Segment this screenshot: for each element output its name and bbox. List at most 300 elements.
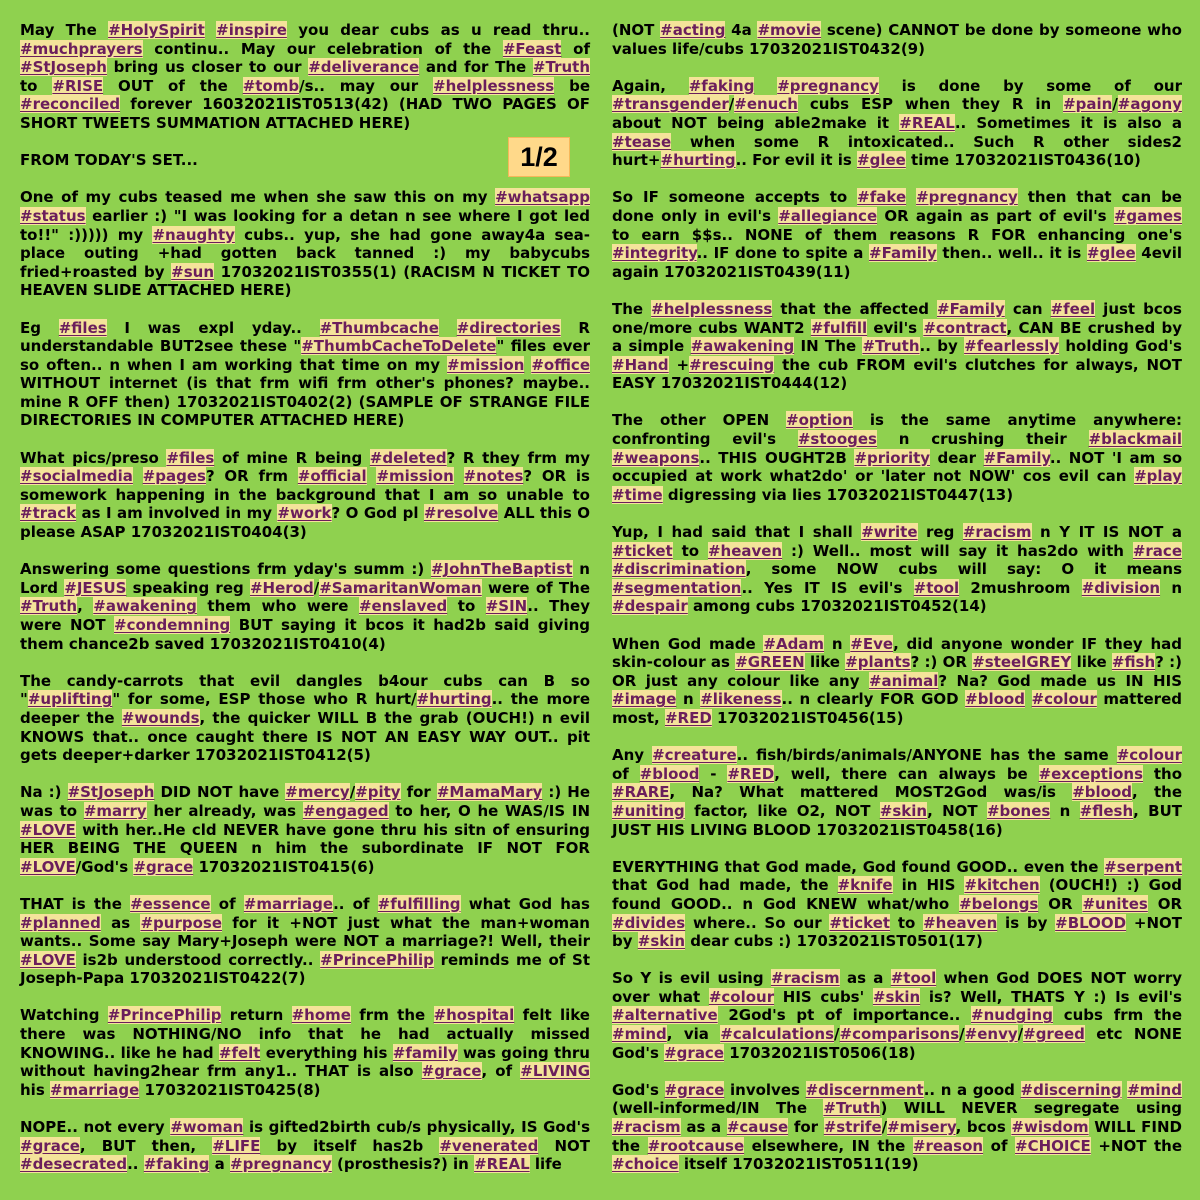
body-text — [205, 21, 216, 39]
hashtag-link[interactable]: #SIN — [485, 597, 528, 616]
body-text: + — [668, 355, 690, 374]
hashtag-link[interactable]: #awakening — [93, 597, 197, 616]
hashtag-link[interactable]: #whatsapp — [495, 188, 590, 207]
hashtag-link[interactable]: #marriage — [243, 894, 334, 913]
hashtag-link[interactable]: #awakening — [690, 337, 795, 356]
body-text: .. NOT 'I am so occupied at work what2do' or 'later not NOW' cos evil can — [612, 448, 1183, 486]
hashtag-link[interactable]: #faking — [143, 1155, 210, 1174]
hashtag-link[interactable]: #weapons — [612, 448, 700, 467]
hashtag-link[interactable]: #LOVE — [20, 857, 76, 876]
hashtag-link[interactable]: #track — [20, 504, 77, 523]
hashtag-link[interactable]: #wisdom — [1011, 1118, 1089, 1137]
hashtag-link[interactable]: #naughty — [152, 225, 235, 244]
hashtag-link[interactable]: #Thumbcache — [319, 318, 439, 337]
hashtag-link[interactable]: #deleted — [369, 448, 447, 467]
body-text: where.. So our — [685, 913, 830, 932]
body-text: bring us closer to our — [106, 58, 309, 77]
hashtag-link[interactable]: #essence — [130, 894, 211, 913]
body-text: (well-informed/IN The — [612, 1099, 824, 1118]
body-text: , well, there can always be — [774, 764, 1039, 783]
hashtag-link[interactable]: #notes — [463, 467, 524, 486]
hashtag-link[interactable]: #Adam — [763, 634, 825, 653]
hashtag-link[interactable]: #Truth — [532, 58, 590, 77]
body-text: HIS cubs' — [774, 987, 873, 1006]
hashtag-link[interactable]: #grace — [20, 1136, 80, 1155]
hashtag-link[interactable]: #venerated — [439, 1136, 539, 1155]
body-text: is? Well, THATS Y :) Is evil's — [920, 987, 1182, 1006]
hashtag-link[interactable]: #knife — [837, 876, 893, 895]
body-text: n Lord — [20, 560, 590, 597]
hashtag-link[interactable]: #PrincePhilip — [107, 1006, 222, 1025]
hashtag-link[interactable]: #uniting — [612, 801, 685, 820]
hashtag-link[interactable]: #enslaved — [358, 597, 448, 616]
hashtag-link[interactable]: #acting — [660, 21, 726, 39]
body-text: just bcos one/more cubs WANT2 — [612, 299, 1182, 337]
body-text: evil's — [867, 318, 924, 337]
body-text: .. They were NOT — [20, 597, 590, 634]
body-text: / — [959, 1025, 965, 1044]
body-text: .. the more deeper the — [20, 690, 590, 727]
body-text — [367, 467, 377, 485]
body-text — [754, 77, 777, 95]
hashtag-link[interactable]: #home — [291, 1006, 351, 1025]
hashtag-link[interactable]: #directories — [456, 318, 561, 337]
hashtag-link[interactable]: #JESUS — [64, 578, 127, 597]
hashtag-link[interactable]: #despair — [612, 597, 688, 616]
hashtag-link[interactable]: #status — [20, 206, 86, 225]
body-text: a — [209, 1155, 231, 1174]
hashtag-link[interactable]: #pages — [142, 467, 206, 486]
body-text: , did anyone wonder IF they had skin-colour as — [612, 634, 1183, 672]
hashtag-link[interactable]: #transgender — [612, 95, 729, 114]
hashtag-link[interactable]: #fake — [857, 188, 907, 207]
hashtag-link[interactable]: #contract — [923, 318, 1007, 337]
hashtag-link[interactable]: #ThumbCacheToDelete — [301, 337, 497, 356]
hashtag-link[interactable]: #Truth — [862, 337, 920, 356]
hashtag-link[interactable]: #uplifting — [27, 690, 113, 709]
hashtag-link[interactable]: #ticket — [612, 541, 673, 560]
body-text: factor, like O2, NOT — [684, 801, 880, 820]
hashtag-link[interactable]: #files — [166, 448, 215, 467]
body-text: of — [983, 1136, 1016, 1155]
body-text: OR — [1147, 894, 1183, 913]
body-text: THAT is the — [20, 894, 131, 913]
hashtag-link[interactable]: #pregnancy — [230, 1155, 332, 1174]
hashtag-link[interactable]: #RED — [727, 764, 775, 783]
body-text: :) Well.. most will say it has2do with — [782, 541, 1133, 560]
hashtag-link[interactable]: #mercy — [285, 783, 350, 802]
hashtag-link[interactable]: #hurting — [660, 151, 736, 170]
body-text: be — [554, 76, 591, 95]
body-text: , Na? What mattered MOST2God was/is — [669, 783, 1073, 802]
tweet-paragraph — [612, 746, 1182, 839]
hashtag-link[interactable]: #marriage — [49, 1080, 140, 1099]
hashtag-link[interactable]: #purpose — [140, 913, 222, 932]
hashtag-link[interactable]: #blood — [639, 764, 700, 783]
tweet-paragraph — [20, 560, 590, 653]
hashtag-link[interactable]: #integrity — [612, 244, 697, 263]
body-text: tho — [1143, 764, 1182, 783]
hashtag-link[interactable]: #discernment — [805, 1080, 924, 1099]
tweet-paragraph — [20, 21, 590, 133]
page-number-badge: 1/2 — [508, 137, 570, 177]
left-column — [20, 21, 590, 1192]
hashtag-link[interactable]: #serpent — [1104, 857, 1182, 876]
hashtag-link[interactable]: #heaven — [707, 541, 783, 560]
hashtag-link[interactable]: #colour — [708, 987, 775, 1006]
tweet-paragraph — [612, 635, 1182, 728]
body-text: for — [788, 1118, 824, 1137]
body-text: , — [77, 597, 94, 616]
hashtag-link[interactable]: #stooges — [797, 430, 877, 449]
hashtag-link[interactable]: #work — [277, 504, 332, 523]
body-text: to — [672, 541, 708, 560]
hashtag-link[interactable]: #time — [612, 485, 663, 504]
body-text: when some R intoxicated.. Such R other sides2 hurt+ — [612, 132, 1182, 170]
body-text: felt like there was NOTHING/NO info that he had actually missed KNOWING.. like he had — [20, 1006, 590, 1062]
hashtag-link[interactable]: #CHOICE — [1015, 1136, 1091, 1155]
body-text: The candy-carrots that evil dangles b4our cubs can B so " — [20, 671, 590, 709]
hashtag-link[interactable]: #MamaMary — [436, 783, 543, 802]
hashtag-link[interactable]: #LOVE — [20, 950, 76, 969]
hashtag-link[interactable]: #heaven — [923, 913, 998, 932]
body-text: .. THIS OUGHT2B — [699, 448, 855, 467]
hashtag-link[interactable]: #JohnTheBaptist — [430, 560, 573, 579]
hashtag-link[interactable]: #Feast — [502, 39, 562, 58]
hashtag-link[interactable]: #priority — [854, 448, 931, 467]
hashtag-link[interactable]: #condemning — [114, 616, 231, 634]
hashtag-link[interactable]: #REAL — [474, 1155, 530, 1174]
hashtag-link[interactable]: #calculations — [720, 1025, 835, 1044]
hashtag-link[interactable]: #Hand — [612, 355, 669, 374]
hashtag-link[interactable]: #woman — [170, 1118, 244, 1137]
hashtag-link[interactable]: #LIVING — [520, 1062, 591, 1081]
hashtag-link[interactable]: #ticket — [829, 913, 891, 932]
hashtag-link[interactable]: #RED — [664, 708, 712, 727]
hashtag-link[interactable]: #mission — [447, 355, 525, 374]
hashtag-link[interactable]: #movie — [757, 21, 822, 39]
hashtag-link[interactable]: #blood — [1072, 783, 1133, 802]
body-text: Eg — [20, 318, 59, 337]
body-text: .. n clearly FOR GOD — [781, 690, 966, 709]
hashtag-link[interactable]: #image — [612, 690, 677, 709]
hashtag-link[interactable]: #division — [1081, 578, 1161, 597]
hashtag-link[interactable]: #comparisons — [839, 1025, 960, 1044]
hashtag-link[interactable]: #exceptions — [1038, 764, 1144, 783]
body-text — [1025, 690, 1032, 708]
hashtag-link[interactable]: #mind — [612, 1025, 667, 1044]
hashtag-link[interactable]: #blood — [965, 690, 1025, 709]
hashtag-link[interactable]: #steelGREY — [972, 653, 1072, 672]
body-text: - — [699, 764, 728, 783]
body-text: as I am involved in my — [76, 504, 278, 523]
tweet-paragraph — [612, 300, 1182, 393]
tweet-paragraph — [20, 151, 590, 170]
hashtag-link[interactable]: #family — [392, 1043, 458, 1062]
hashtag-link[interactable]: #marry — [83, 801, 147, 820]
body-text: OR again as part of evil's — [877, 206, 1114, 225]
body-text: n Y IT IS NOT a — [1031, 523, 1182, 542]
tweet-paragraph — [20, 319, 590, 431]
body-text: 2God's pt of importance.. — [717, 1006, 972, 1025]
body-text: the cub FROM evil's clutches for always, NOT EASY 17032021IST0444(12) — [612, 355, 1182, 393]
hashtag-link[interactable]: #pain — [1063, 95, 1113, 114]
hashtag-link[interactable]: #tease — [612, 132, 672, 151]
body-text: as a — [839, 969, 891, 988]
body-text: reminds me of St Joseph-Papa 17032021IST0422(7) — [20, 950, 590, 988]
hashtag-link[interactable]: #socialmedia — [20, 467, 133, 486]
hashtag-link[interactable]: #Family — [983, 448, 1050, 467]
hashtag-link[interactable]: #flesh — [1079, 801, 1134, 820]
body-text: One of my cubs teased me when she saw this on my — [20, 188, 496, 207]
body-text: .. — [127, 1155, 144, 1174]
body-text: mattered most, — [612, 690, 1182, 727]
hashtag-link[interactable]: #reconciled — [20, 95, 121, 114]
body-text: is the same anytime anywhere: confronting evil's — [612, 411, 1182, 449]
body-text: ? R they frm my — [446, 448, 590, 467]
body-text: like — [1071, 653, 1112, 672]
hashtag-link[interactable]: #skin — [879, 801, 928, 820]
body-text: ? :) OR just any colour like any — [612, 653, 1182, 690]
hashtag-link[interactable]: #segmentation — [612, 578, 742, 597]
hashtag-link[interactable]: #envy — [964, 1025, 1018, 1044]
hashtag-link[interactable]: #GREEN — [735, 653, 805, 672]
hashtag-link[interactable]: #helplessness — [433, 76, 555, 95]
hashtag-link[interactable]: #SamaritanWoman — [319, 578, 482, 597]
hashtag-link[interactable]: #choice — [612, 1155, 679, 1174]
body-text: etc NONE God's — [612, 1025, 1182, 1062]
body-text: DID NOT have — [154, 783, 286, 802]
body-text: then.. well.. it is — [936, 244, 1087, 263]
hashtag-link[interactable]: #mission — [376, 467, 454, 486]
hashtag-link[interactable]: #nudging — [971, 1006, 1053, 1025]
body-text: / — [1017, 1025, 1024, 1044]
hashtag-link[interactable]: #REAL — [899, 113, 955, 132]
hashtag-link[interactable]: #skin — [637, 932, 686, 951]
body-text: .. For evil it is — [735, 151, 858, 170]
hashtag-link[interactable]: #sun — [171, 262, 215, 281]
body-text: FROM TODAY'S SET... — [20, 151, 198, 170]
body-text: among cubs 17032021IST0452(14) — [687, 597, 987, 616]
body-text: life — [529, 1155, 562, 1174]
body-text: to — [20, 76, 53, 95]
body-text: , CAN BE crushed by a simple — [612, 318, 1182, 356]
hashtag-link[interactable]: #HolySpirit — [108, 21, 205, 39]
tweet-paragraph — [20, 1006, 590, 1099]
hashtag-link[interactable]: #fearlessly — [964, 337, 1060, 356]
hashtag-link[interactable]: #felt — [218, 1043, 261, 1062]
hashtag-link[interactable]: #rootcause — [647, 1136, 745, 1155]
hashtag-link[interactable]: #muchprayers — [20, 39, 143, 58]
body-text: ALL this O please ASAP 17032021IST0404(3) — [20, 504, 591, 542]
body-text: So IF someone accepts to — [612, 188, 858, 207]
hashtag-link[interactable]: #race — [1132, 541, 1182, 560]
tweet-paragraph — [20, 188, 590, 300]
hashtag-link[interactable]: #colour — [1031, 690, 1097, 709]
hashtag-link[interactable]: #grace — [664, 1080, 725, 1099]
body-text: WITHOUT internet (is that frm wifi frm other's phones? maybe.. mine R OFF then) 17032021IST0402(2) (SAMPLE OF STRANGE FILE DIRECTORIES IN COMPUTER ATTACHED HERE) — [20, 374, 590, 430]
hashtag-link[interactable]: #blackmail — [1088, 430, 1183, 449]
body-text: n — [824, 634, 851, 653]
body-text: by itself has2b — [260, 1136, 440, 1155]
body-text: you dear cubs as u read thru.. — [286, 21, 590, 39]
body-text: 2mushroom — [959, 578, 1082, 597]
body-text: cubs frm the — [1052, 1006, 1182, 1025]
hashtag-link[interactable]: #divides — [612, 913, 686, 932]
hashtag-link[interactable]: #PrincePhilip — [320, 950, 434, 969]
hashtag-link[interactable]: #strife — [823, 1118, 882, 1137]
hashtag-link[interactable]: #reason — [912, 1136, 984, 1155]
body-text: / — [728, 95, 735, 114]
hashtag-link[interactable]: #Eve — [850, 634, 894, 653]
body-text: +NOT the — [1090, 1136, 1183, 1155]
body-text — [454, 467, 464, 485]
body-text: forever 16032021IST0513(42) (HAD TWO PAGES OF SHORT TWEETS SUMMATION ATTACHED HERE) — [20, 95, 590, 132]
body-text: is2b understood correctly.. — [75, 950, 321, 969]
hashtag-link[interactable]: #mind — [1127, 1080, 1182, 1099]
hashtag-link[interactable]: #helplessness — [651, 299, 773, 318]
hashtag-link[interactable]: #skin — [872, 987, 921, 1006]
hashtag-link[interactable]: #likeness — [700, 690, 782, 709]
body-text — [439, 319, 457, 337]
body-text: time 17032021IST0436(10) — [905, 151, 1141, 170]
hashtag-link[interactable]: #greed — [1023, 1025, 1085, 1044]
body-text: holding God's — [1059, 337, 1182, 356]
body-text: , bcos — [955, 1118, 1012, 1137]
body-text: was going thru without having2hear frm any1.. THAT is also — [20, 1043, 590, 1081]
hashtag-link[interactable]: #Herod — [249, 578, 314, 597]
hashtag-link[interactable]: #write — [861, 523, 918, 542]
hashtag-link[interactable]: #StJoseph — [20, 58, 107, 77]
body-text: NOPE.. not every — [20, 1118, 171, 1137]
hashtag-link[interactable]: #colour — [1116, 746, 1182, 765]
body-text: 4evil again 17032021IST0439(11) — [612, 244, 1182, 281]
hashtag-link[interactable]: #fulfill — [810, 318, 868, 337]
body-text: for it +NOT just what the man+woman wants.. Some say Mary+Joseph were NOT a marriage?! Well, their — [20, 913, 590, 951]
hashtag-link[interactable]: #hurting — [416, 690, 492, 709]
body-text: dear — [930, 448, 984, 467]
hashtag-link[interactable]: #pregnancy — [777, 76, 879, 95]
hashtag-link[interactable]: #grace — [133, 857, 194, 876]
hashtag-link[interactable]: #Truth — [823, 1099, 881, 1118]
body-text — [906, 188, 916, 206]
hashtag-link[interactable]: #Truth — [20, 597, 78, 616]
hashtag-link[interactable]: #deliverance — [308, 58, 420, 77]
tweet-paragraph — [20, 895, 590, 988]
hashtag-link[interactable]: #inspire — [216, 21, 287, 39]
hashtag-link[interactable]: #grace — [421, 1062, 482, 1081]
hashtag-link[interactable]: #planned — [20, 913, 101, 932]
hashtag-link[interactable]: #engaged — [302, 801, 389, 820]
hashtag-link[interactable]: #pregnancy — [916, 188, 1018, 207]
hashtag-link[interactable]: #hospital — [433, 1006, 515, 1025]
hashtag-link[interactable]: #faking — [688, 76, 755, 95]
hashtag-link[interactable]: #files — [58, 318, 107, 337]
hashtag-link[interactable]: #resolve — [423, 504, 499, 523]
hashtag-link[interactable]: #creature — [652, 746, 737, 765]
hashtag-link[interactable]: #fish — [1111, 653, 1156, 672]
hashtag-link[interactable]: #fulfilling — [377, 894, 461, 913]
body-text: 4a — [725, 21, 758, 39]
hashtag-link[interactable]: #official — [297, 467, 367, 486]
body-text: +NOT by — [612, 913, 1183, 951]
hashtag-link[interactable]: #belongs — [959, 894, 1039, 913]
body-text: n crushing their — [876, 430, 1089, 449]
tweet-paragraph — [20, 449, 590, 542]
body-text: Any — [612, 746, 653, 765]
hashtag-link[interactable]: #bones — [986, 801, 1051, 820]
tweet-paragraph — [612, 969, 1182, 1062]
hashtag-link[interactable]: #unites — [1082, 894, 1148, 913]
body-text: like — [804, 653, 846, 672]
hashtag-link[interactable]: #wounds — [121, 708, 200, 727]
body-text: The — [612, 299, 652, 318]
hashtag-link[interactable]: #agony — [1117, 95, 1182, 114]
body-text: his — [20, 1080, 50, 1099]
body-text: , the quicker WILL B the grab (OUCH!) n evil KNOWS that.. once caught there IS NOT AN EASY WAY OUT.. pit gets deeper+darker 17032021IST0412(5) — [20, 708, 591, 765]
hashtag-link[interactable]: #enuch — [734, 95, 798, 114]
hashtag-link[interactable]: #feel — [1050, 299, 1096, 318]
body-text: R understandable BUT2see these " — [20, 318, 590, 356]
hashtag-link[interactable]: #games — [1113, 206, 1182, 225]
hashtag-link[interactable]: #racism — [770, 969, 840, 988]
hashtag-link[interactable]: #alternative — [612, 1006, 718, 1025]
hashtag-link[interactable]: #discrimination — [612, 560, 746, 579]
hashtag-link[interactable]: #tomb — [242, 76, 300, 95]
hashtag-link[interactable]: #discerning — [1020, 1080, 1122, 1099]
body-text: ? O God pl — [331, 504, 424, 523]
hashtag-link[interactable]: #tool — [890, 969, 937, 988]
hashtag-link[interactable]: #StJoseph — [67, 783, 155, 802]
hashtag-link[interactable]: #cause — [726, 1118, 789, 1137]
hashtag-link[interactable]: #rescuing — [689, 355, 775, 374]
hashtag-link[interactable]: #Family — [869, 244, 937, 263]
hashtag-link[interactable]: #RARE — [612, 783, 670, 802]
hashtag-link[interactable]: #RISE — [52, 76, 104, 95]
hashtag-link[interactable]: #play — [1134, 467, 1182, 486]
hashtag-link[interactable]: #grace — [664, 1043, 724, 1062]
hashtag-link[interactable]: #kitchen — [964, 876, 1040, 895]
body-text: reg — [917, 523, 963, 542]
hashtag-link[interactable]: #BLOOD — [1055, 913, 1127, 932]
hashtag-link[interactable]: #glee — [1086, 244, 1136, 263]
hashtag-link[interactable]: #allegiance — [778, 206, 878, 225]
body-text: .. fish/birds/animals/ANYONE has the same — [736, 746, 1117, 765]
body-text: WILL FIND the — [612, 1118, 1182, 1155]
hashtag-link[interactable]: #tool — [913, 578, 960, 597]
hashtag-link[interactable]: #option — [786, 411, 853, 430]
hashtag-link[interactable]: #glee — [857, 151, 906, 170]
body-text: to earn $$s.. NONE of them reasons R FOR enhancing one's — [612, 225, 1182, 244]
body-text: in HIS — [892, 876, 965, 895]
hashtag-link[interactable]: #Family — [937, 299, 1005, 318]
hashtag-link[interactable]: #misery — [887, 1118, 956, 1137]
hashtag-link[interactable]: #pity — [355, 783, 401, 802]
hashtag-link[interactable]: #racism — [962, 523, 1032, 542]
hashtag-link[interactable]: #LOVE — [20, 820, 76, 839]
body-text: n — [1050, 801, 1080, 820]
hashtag-link[interactable]: #desecrated — [20, 1155, 128, 1174]
body-text: is by — [997, 913, 1056, 932]
hashtag-link[interactable]: #plants — [845, 653, 911, 672]
hashtag-link[interactable]: #LIFE — [212, 1136, 261, 1155]
body-text: (OUCH!) :) God found GOOD.. n God KNEW what/who — [612, 876, 1182, 913]
hashtag-link[interactable]: #racism — [612, 1118, 681, 1137]
body-text: /God's — [75, 857, 134, 876]
body-text: ? :) OR — [910, 653, 973, 672]
hashtag-link[interactable]: #office — [531, 355, 590, 374]
hashtag-link[interactable]: #animal — [868, 671, 939, 690]
